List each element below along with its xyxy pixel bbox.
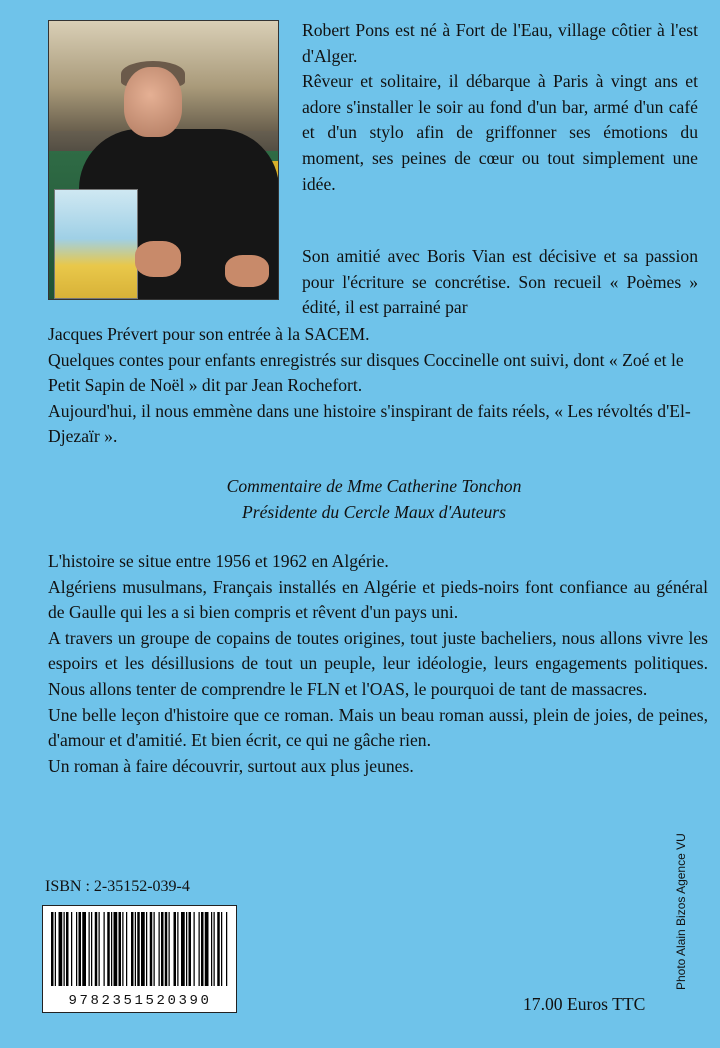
barcode-bar [79, 912, 82, 986]
barcode-bar [141, 912, 145, 986]
price-label: 17.00 Euros TTC [523, 994, 646, 1014]
barcode-bar [217, 912, 220, 986]
intro-text-2 [302, 244, 698, 321]
photo-hand-right [225, 255, 269, 287]
barcode-bar [221, 912, 222, 986]
barcode-bar [107, 912, 110, 986]
barcode-bar [189, 912, 192, 986]
story-paragraph-5: Un roman à faire découvrir, surtout aux plus jeunes. [48, 755, 414, 776]
barcode-bar [95, 912, 98, 986]
story-paragraph-4: Une belle leçon d'histoire que ce roman. Mais un beau roman aussi, plein de joies, de peines, d'amour et d'amitié. Et bien écrit, ce qui ne gâche rien. [48, 704, 708, 751]
commentary-attribution [48, 474, 700, 525]
barcode-bar [111, 912, 112, 986]
barcode-bar [91, 912, 92, 986]
story-summary [48, 549, 708, 779]
barcode-bars [51, 912, 228, 986]
story-paragraph-3: A travers un groupe de copains de toutes origines, tout juste bacheliers, nous allons vivre les espoirs et les désillusions de tout un peuple, leur idéologie, leurs engagements politiques. Nous allons tenter de comprendre le FLN et l'OAS, le pourquoi de tant de massacres. [48, 627, 708, 699]
barcode-bar [150, 912, 153, 986]
barcode-bar [169, 912, 170, 986]
barcode-bar [64, 912, 65, 986]
barcode-bar [205, 912, 209, 986]
barcode-bar [89, 912, 90, 986]
barcode-bar [154, 912, 155, 986]
story-paragraph-2: Algériens musulmans, Français installés en Algérie et pieds-noirs font confiance au général de Gaulle qui les a si bien compris et rêvent d'un pays uni. [48, 576, 708, 623]
barcode-bar [177, 912, 178, 986]
barcode-bar [135, 912, 136, 986]
bio-paragraph-2: Quelques contes pour enfants enregistrés sur disques Coccinelle ont suivi, dont « Zoé et le Petit Sapin de Noël » dit par Jean Rochefort. [48, 349, 684, 396]
barcode-bar [146, 912, 147, 986]
barcode-bar [165, 912, 168, 986]
photo-credit: Photo Alain Bizos Agence VU [674, 833, 688, 990]
barcode-bar [201, 912, 204, 986]
story-paragraph-1: L'histoire se situe entre 1956 et 1962 en Algérie. [48, 551, 389, 571]
bio-line-1: Jacques Prévert pour son entrée à la SACEM. [48, 324, 370, 344]
barcode-bar [226, 912, 227, 986]
photo-author-head [124, 67, 182, 137]
barcode-digits: 9782351520390 [68, 993, 212, 1009]
barcode-bar [161, 912, 164, 986]
barcode-bar [114, 912, 118, 986]
barcode-bar [181, 912, 185, 986]
photo-book [54, 189, 138, 299]
bio-paragraph-3: Aujourd'hui, il nous emmène dans une histoire s'inspirant de faits réels, « Les révoltés d'El-Djezaïr ». [48, 400, 691, 447]
barcode-bar [126, 912, 127, 986]
barcode-bar [137, 912, 140, 986]
intro-paragraph-3: Son amitié avec Boris Vian est décisive et sa passion pour l'écriture se concrétise. Son recueil « Poèmes » édité, il est parrainé par [302, 246, 698, 318]
barcode-bar [59, 912, 63, 986]
barcode-bar [82, 912, 86, 986]
barcode-bar [186, 912, 187, 986]
intro-paragraph-1: Robert Pons est né à Fort de l'Eau, village côtier à l'est d'Alger. [302, 20, 698, 66]
barcode-bar [51, 912, 54, 986]
barcode [42, 905, 237, 1013]
isbn-label: ISBN : 2-35152-039-4 [45, 878, 190, 895]
intro-paragraph-2: Rêveur et solitaire, il débarque à Paris à vingt ans et adore s'installer le soir au fond d'un bar, armé d'un café et d'un stylo afin de griffonner ses émotions du moment, ses peines de cœur ou tout simplement une idée. [302, 71, 698, 194]
barcode-bar [174, 912, 177, 986]
barcode-bar [214, 912, 215, 986]
barcode-bar [199, 912, 200, 986]
photo-hand-left [135, 241, 181, 277]
barcode-bar [159, 912, 160, 986]
barcode-bar [66, 912, 69, 986]
intro-text [302, 18, 698, 197]
barcode-bar [55, 912, 56, 986]
barcode-bar [119, 912, 122, 986]
commentary-line-1: Commentaire de Mme Catherine Tonchon [226, 476, 522, 496]
author-photo [48, 20, 279, 300]
barcode-bar [104, 912, 105, 986]
barcode-bar [131, 912, 134, 986]
barcode-bar [194, 912, 195, 986]
barcode-bar [71, 912, 72, 986]
barcode-bar [76, 912, 77, 986]
bio-text [48, 322, 700, 450]
barcode-bar [99, 912, 100, 986]
commentary-line-2: Présidente du Cercle Maux d'Auteurs [241, 501, 507, 522]
barcode-bar [122, 912, 123, 986]
barcode-bar [211, 912, 212, 986]
